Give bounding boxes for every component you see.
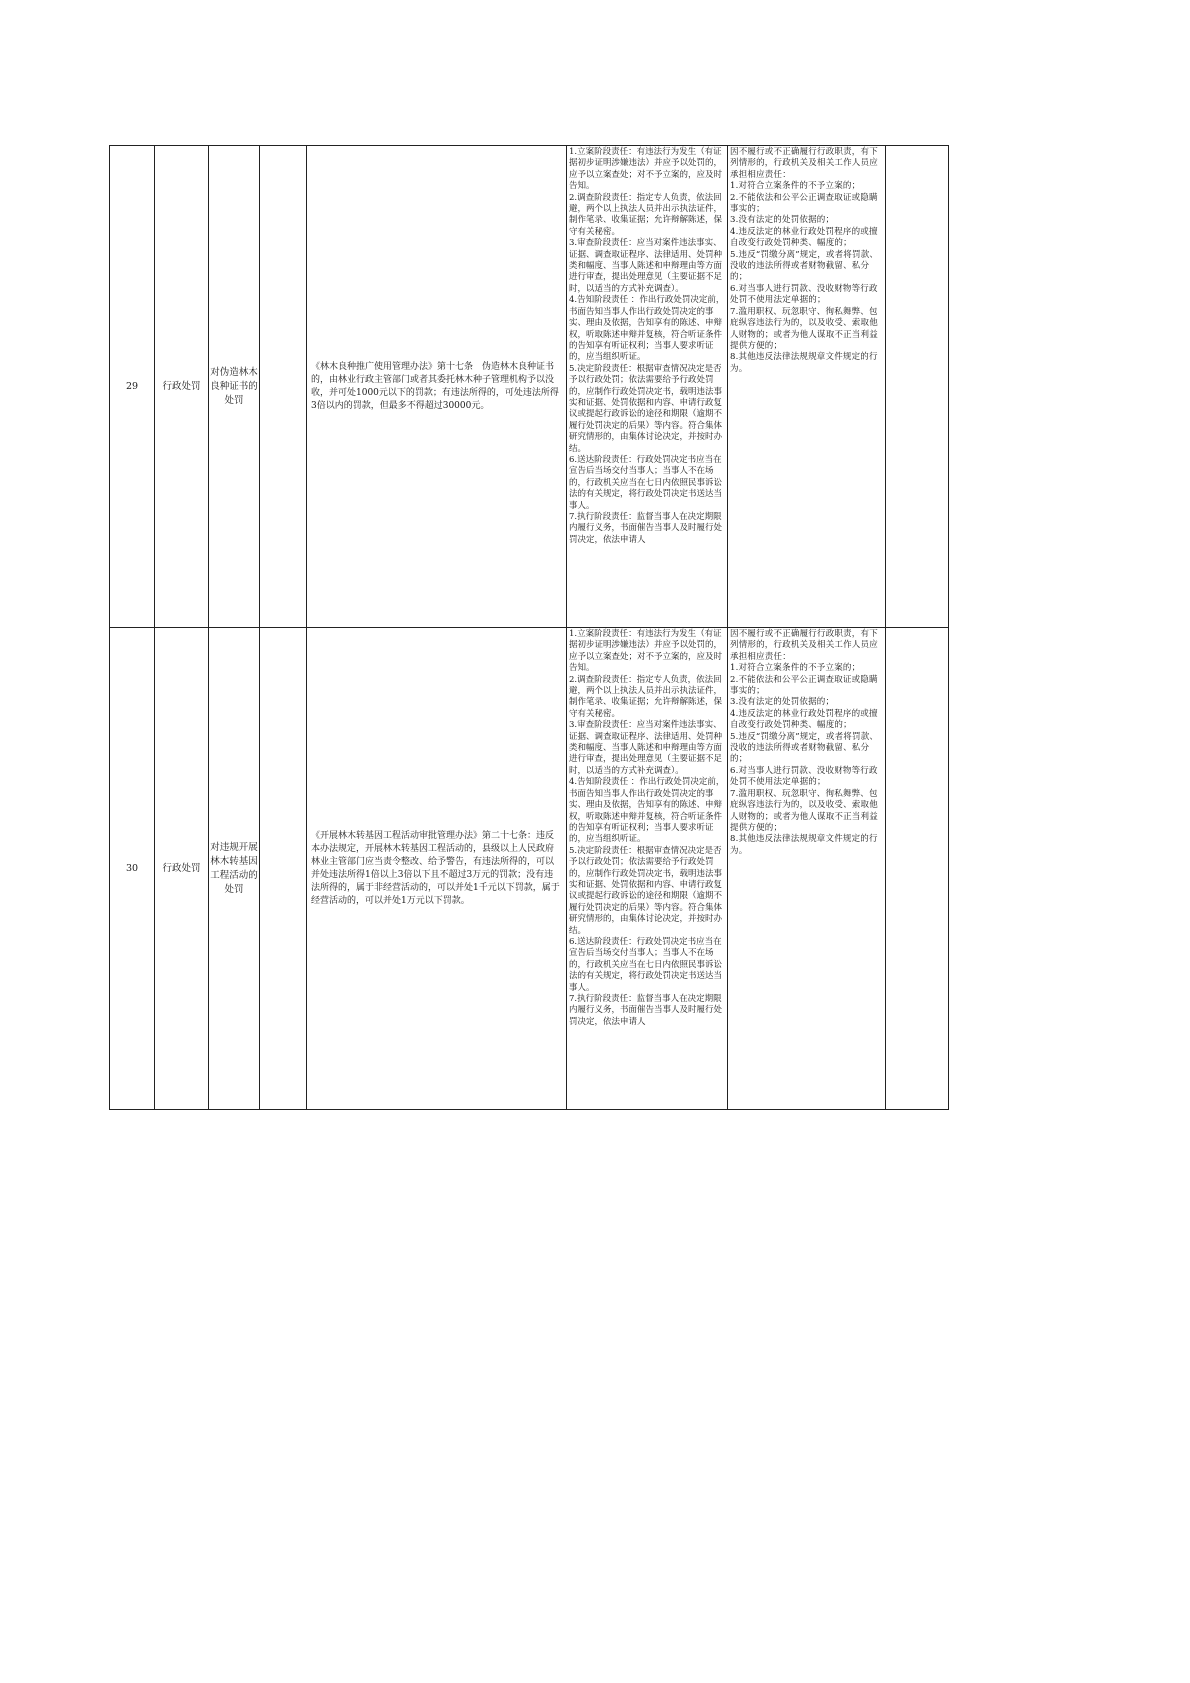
liability-list — [728, 146, 885, 626]
liability-list — [728, 628, 885, 1108]
liability-item: 6.对当事人进行罚款、没收财物等行政处罚不使用法定单据的； — [730, 765, 878, 788]
liability-item: 4.违反法定的林业行政处罚程序的或擅自改变行政处罚种类、幅度的； — [730, 708, 878, 731]
liability-item: 6.对当事人进行罚款、没收财物等行政处罚不使用法定单据的； — [730, 283, 878, 306]
sub-item-cell — [260, 628, 307, 1110]
liability-item: 3.没有法定的处罚依据的； — [730, 215, 835, 226]
duty-item: 3.审查阶段责任：应当对案件违法事实、证据、调查取证程序、法律适用、处罚种类和幅度、当事人陈述和申辩理由等方面进行审查，提出处理意见（主要证据不足时，以适当的方式补充调查）。 — [569, 238, 723, 294]
liability-item: 1.对符合立案条件的不予立案的； — [730, 181, 861, 192]
remarks-cell — [886, 628, 949, 1110]
table-row — [110, 146, 949, 628]
legal-basis: 《林木良种推广使用管理办法》第十七条 伪造林木良种证书的，由林业行政主管部门或者其委托林木种子管理机构予以没收，并可处1000元以下的罚款；有违法所得的，可处违法所得3倍以内的罚款，但最多不得超过30000元。 — [307, 146, 567, 628]
liability-item: 2.不能依法和公平公正调查取证或隐瞒事实的； — [730, 674, 878, 697]
liability-item: 2.不能依法和公平公正调查取证或隐瞒事实的； — [730, 192, 878, 215]
liability-item: 8.其他违反法律法规规章文件规定的行为。 — [730, 352, 878, 374]
liability-item: 因不履行或不正确履行行政职责，有下列情形的，行政机关及相关工作人员应承担相应责任： — [730, 629, 878, 662]
row-number: 29 — [110, 146, 155, 628]
liability-item: 7.滥用职权、玩忽职守、徇私舞弊、包庇纵容违法行为的，以及收受、索取他人财物的；或者为他人谋取不正当利益提供方便的； — [730, 788, 878, 833]
duty-item: 2.调查阶段责任：指定专人负责，依法回避，两个以上执法人员并出示执法证件，制作笔录、收集证据；允许辩解陈述，保守有关秘密。 — [569, 192, 723, 237]
liability-item: 因不履行或不正确履行行政职责，有下列情形的，行政机关及相关工作人员应承担相应责任： — [730, 147, 878, 180]
duty-cell — [567, 628, 728, 1110]
liability-item: 5.违反“罚缴分离”规定，或者将罚款、没收的违法所得或者财物截留、私分的； — [730, 731, 879, 765]
power-category: 行政处罚 — [155, 146, 209, 628]
duty-item: 3.审查阶段责任：应当对案件违法事实、证据、调查取证程序、法律适用、处罚种类和幅度、当事人陈述和申辩理由等方面进行审查，提出处理意见（主要证据不足时，以适当的方式补充调查）。 — [569, 720, 723, 776]
liability-item: 7.滥用职权、玩忽职守、徇私舞弊、包庇纵容违法行为的，以及收受、索取他人财物的；或者为他人谋取不正当利益提供方便的； — [730, 306, 878, 351]
duty-list — [567, 628, 727, 1108]
duty-item: 1.立案阶段责任：有违法行为发生（有证据初步证明涉嫌违法）并应予以处罚的，应予以立案查处；对不予立案的，应及时告知。 — [569, 629, 723, 674]
liability-item: 8.其他违反法律法规规章文件规定的行为。 — [730, 834, 878, 856]
duty-list — [567, 146, 727, 626]
power-category: 行政处罚 — [155, 628, 209, 1110]
row-number: 30 — [110, 628, 155, 1110]
duty-item: 4.告知阶段责任 ：作出行政处罚决定前，书面告知当事人作出行政处罚决定的事实、理由及依据，告知享有的陈述、申辩权，听取陈述申辩并复核，符合听证条件的告知享有听证权利；当事人要求听证的，应当组织听证。 — [569, 295, 725, 363]
liability-item: 1.对符合立案条件的不予立案的； — [730, 663, 861, 674]
legal-basis: 《开展林木转基因工程活动审批管理办法》第二十七条：违反本办法规定，开展林木转基因工程活动的，县级以上人民政府林业主管部门应当责令整改、给予警告，有违法所得的，可以并处违法所得1倍以上3倍以下且不超过3万元的罚款；没有违法所得的，属于非经营活动的，可以并处1千元以下罚款，属于经营活动的，可以并处1万元以下罚款。 — [307, 628, 567, 1110]
liability-cell — [728, 146, 886, 628]
liability-item: 5.违反“罚缴分离”规定，或者将罚款、没收的违法所得或者财物截留、私分的； — [730, 249, 879, 283]
duty-item: 5.决定阶段责任：根据审查情况决定是否予以行政处罚；依法需要给予行政处罚的，应制作行政处罚决定书，载明违法事实和证据、处罚依据和内容、申请行政复议或提起行政诉讼的途径和期限（逾期不履行处罚决定的后果）等内容。符合集体研究情形的，由集体讨论决定，并按时办结。 — [569, 845, 723, 936]
power-item: 对伪造林木良种证书的处罚 — [209, 146, 260, 628]
duty-item: 6.送达阶段责任：行政处罚决定书应当在宣告后当场交付当事人；当事人不在场的，行政机关应当在七日内依照民事诉讼法的有关规定，将行政处罚决定书送达当事人。 — [569, 454, 723, 511]
duty-item: 2.调查阶段责任：指定专人负责，依法回避，两个以上执法人员并出示执法证件，制作笔录、收集证据；允许辩解陈述，保守有关秘密。 — [569, 674, 723, 719]
liability-item: 4.违反法定的林业行政处罚程序的或擅自改变行政处罚种类、幅度的； — [730, 226, 878, 249]
duty-cell — [567, 146, 728, 628]
duty-item: 7.执行阶段责任：监督当事人在决定期限内履行义务，书面催告当事人及时履行处罚决定，依法申请人 — [569, 512, 723, 545]
liability-cell — [728, 628, 886, 1110]
power-item: 对违规开展林木转基因工程活动的处罚 — [209, 628, 260, 1110]
duty-item: 1.立案阶段责任：有违法行为发生（有证据初步证明涉嫌违法）并应予以处罚的，应予以立案查处；对不予立案的，应及时告知。 — [569, 147, 723, 192]
responsibility-table — [109, 145, 949, 1110]
duty-item: 4.告知阶段责任 ：作出行政处罚决定前，书面告知当事人作出行政处罚决定的事实、理由及依据，告知享有的陈述、申辩权，听取陈述申辩并复核，符合听证条件的告知享有听证权利；当事人要求听证的，应当组织听证。 — [569, 777, 725, 845]
duty-item: 5.决定阶段责任：根据审查情况决定是否予以行政处罚；依法需要给予行政处罚的，应制作行政处罚决定书，载明违法事实和证据、处罚依据和内容、申请行政复议或提起行政诉讼的途径和期限（逾期不履行处罚决定的后果）等内容。符合集体研究情形的，由集体讨论决定，并按时办结。 — [569, 363, 723, 454]
sub-item-cell — [260, 146, 307, 628]
liability-item: 3.没有法定的处罚依据的； — [730, 697, 835, 708]
duty-item: 6.送达阶段责任：行政处罚决定书应当在宣告后当场交付当事人；当事人不在场的，行政机关应当在七日内依照民事诉讼法的有关规定，将行政处罚决定书送达当事人。 — [569, 936, 723, 993]
duty-item: 7.执行阶段责任：监督当事人在决定期限内履行义务，书面催告当事人及时履行处罚决定，依法申请人 — [569, 994, 723, 1027]
remarks-cell — [886, 146, 949, 628]
table-row — [110, 628, 949, 1110]
